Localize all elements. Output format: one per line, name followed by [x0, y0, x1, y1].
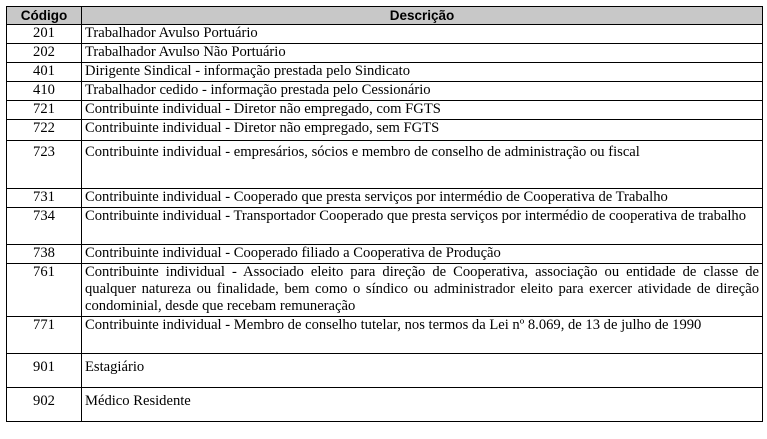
row-description: Médico Residente — [82, 388, 763, 422]
table-row — [7, 208, 763, 245]
table-row — [7, 44, 763, 63]
row-code: 771 — [7, 317, 82, 354]
row-description: Contribuinte individual - Associado eleito para direção de Cooperativa, associação ou entidade de classe de qualquer natureza ou finalidade, bem como o síndico ou administrador eleito para exercer atividade de direção condominial, desde que recebam remuneração — [82, 264, 763, 317]
row-code: 902 — [7, 388, 82, 422]
row-code: 734 — [7, 208, 82, 245]
row-description: Contribuinte individual - Diretor não empregado, sem FGTS — [82, 120, 763, 141]
row-description: Contribuinte individual - Cooperado filiado a Cooperativa de Produção — [82, 245, 763, 264]
table-row — [7, 141, 763, 189]
header-row — [7, 7, 763, 25]
table-row — [7, 245, 763, 264]
row-code: 202 — [7, 44, 82, 63]
row-code: 410 — [7, 82, 82, 101]
codes-table — [6, 6, 763, 422]
table-row — [7, 388, 763, 422]
row-code: 731 — [7, 189, 82, 208]
row-code: 738 — [7, 245, 82, 264]
row-code: 723 — [7, 141, 82, 189]
table-row — [7, 189, 763, 208]
table-row — [7, 264, 763, 317]
row-code: 721 — [7, 101, 82, 120]
header-code: Código — [7, 7, 82, 25]
row-description: Estagiário — [82, 354, 763, 388]
row-code: 722 — [7, 120, 82, 141]
row-description: Trabalhador Avulso Portuário — [82, 25, 763, 44]
row-code: 201 — [7, 25, 82, 44]
row-description: Contribuinte individual - Cooperado que presta serviços por intermédio de Cooperativa de Trabalho — [82, 189, 763, 208]
row-description: Contribuinte individual - Transportador Cooperado que presta serviços por intermédio de cooperativa de trabalho — [82, 208, 763, 245]
row-description: Trabalhador Avulso Não Portuário — [82, 44, 763, 63]
row-code: 401 — [7, 63, 82, 82]
table-row — [7, 101, 763, 120]
row-description: Dirigente Sindical - informação prestada pelo Sindicato — [82, 63, 763, 82]
row-description: Trabalhador cedido - informação prestada pelo Cessionário — [82, 82, 763, 101]
row-code: 901 — [7, 354, 82, 388]
table-row — [7, 63, 763, 82]
row-description: Contribuinte individual - Diretor não empregado, com FGTS — [82, 101, 763, 120]
row-code: 761 — [7, 264, 82, 317]
row-description: Contribuinte individual - Membro de conselho tutelar, nos termos da Lei nº 8.069, de 13 de julho de 1990 — [82, 317, 763, 354]
table-row — [7, 82, 763, 101]
table-row — [7, 354, 763, 388]
header-description: Descrição — [82, 7, 763, 25]
table-row — [7, 317, 763, 354]
table-row — [7, 120, 763, 141]
table-row — [7, 25, 763, 44]
row-description: Contribuinte individual - empresários, sócios e membro de conselho de administração ou fiscal — [82, 141, 763, 189]
